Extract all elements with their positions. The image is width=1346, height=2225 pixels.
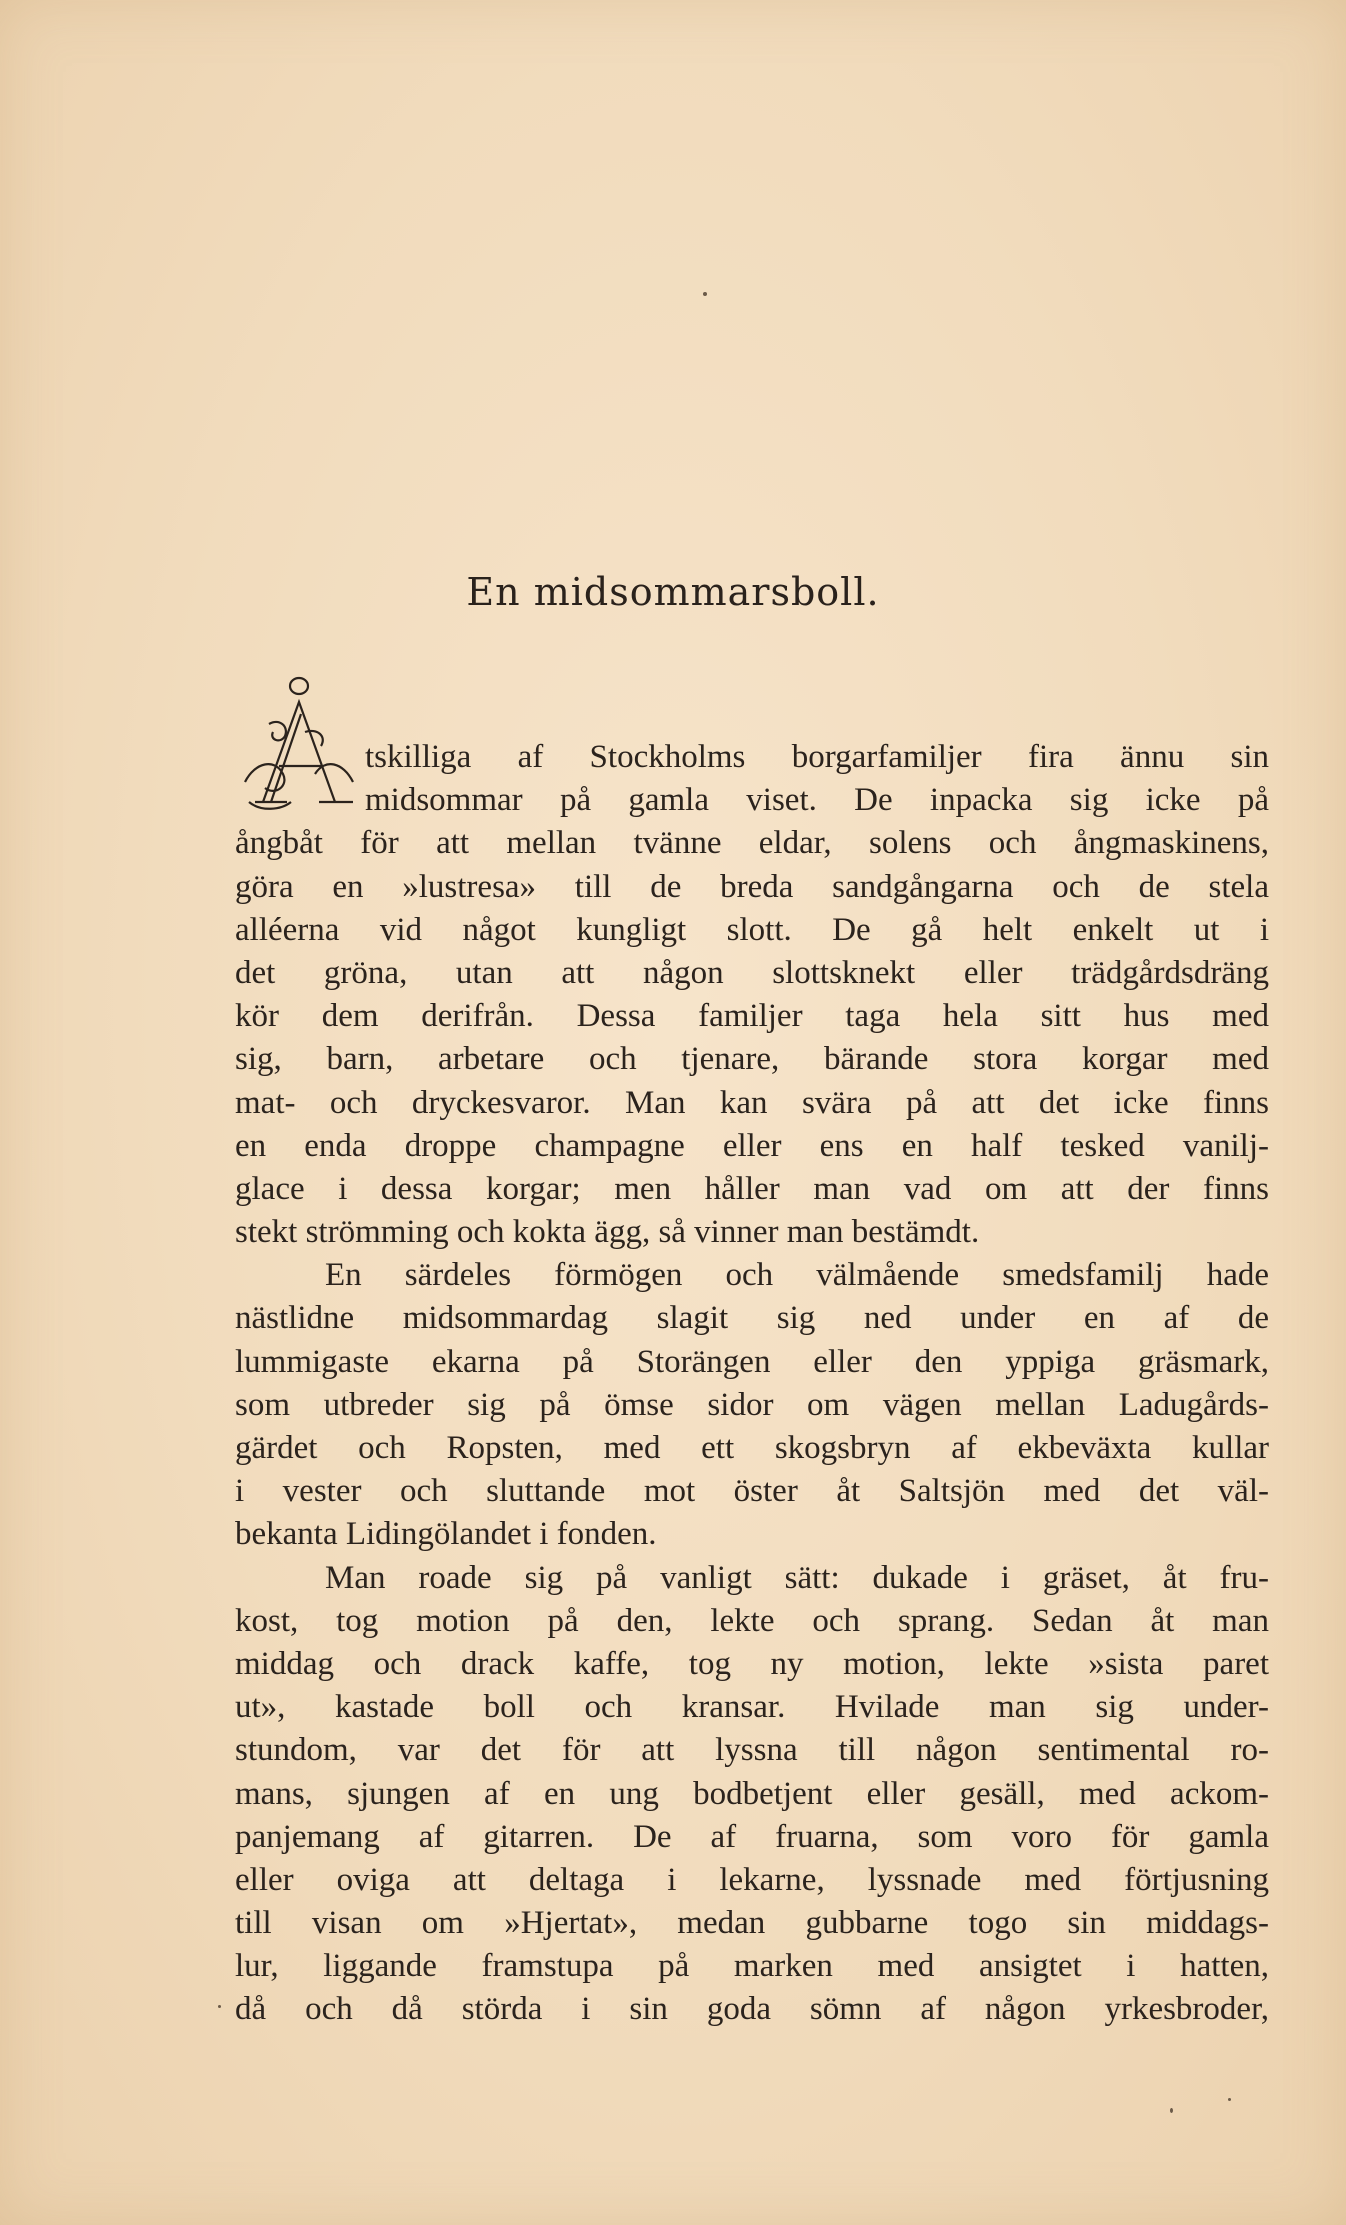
text-line: En särdeles förmögen och välmående smedsfamilj hade [325,1257,1269,1294]
text-line: som utbreder sig på ömse sidor om vägen mellan Ladugårds- [235,1386,1269,1423]
text-line: stundom, var det för att lyssna till någon sentimental ro- [235,1732,1269,1769]
text-line: ångbåt för att mellan tvänne eldar, solens och ångmaskinens, [235,825,1269,862]
text-line: bekanta Lidingölandet i fonden. [235,1516,657,1553]
text-line: eller oviga att deltaga i lekarne, lyssnade med förtjusning [235,1861,1269,1898]
text-line: nästlidne midsommardag slagit sig ned under en af de [235,1300,1269,1337]
paper-speck [703,292,707,296]
text-line: ut», kastade boll och kransar. Hvilade man sig under- [235,1689,1269,1726]
text-line: panjemang af gitarren. De af fruarna, som voro för gamla [235,1818,1269,1855]
text-line: i vester och sluttande mot öster åt Saltsjön med det väl- [235,1473,1269,1510]
text-line: alléerna vid något kungligt slott. De gå helt enkelt ut i [235,911,1269,948]
text-line: mat- och dryckesvaror. Man kan svära på att det icke finns [235,1084,1269,1121]
text-line: kost, tog motion på den, lekte och sprang. Sedan åt man [235,1602,1269,1639]
text-line: göra en »lustresa» till de breda sandgångarna och de stela [235,868,1269,905]
text-line: tskilliga af Stockholms borgarfamiljer fira ännu sin [365,739,1269,775]
text-line: det gröna, utan att någon slottsknekt eller trädgårdsdräng [235,954,1269,991]
text-line: stekt strömming och kokta ägg, så vinner man bestämdt. [235,1214,980,1251]
text-line: då och då störda i sin goda sömn af någon yrkesbroder, [235,1991,1269,2028]
text-line: kör dem derifrån. Dessa familjer taga hela sitt hus med [235,998,1269,1035]
paper-speck [218,2005,221,2008]
text-line: mans, sjungen af en ung bodbetjent eller gesäll, med ackom- [235,1775,1269,1812]
text-line: glace i dessa korgar; men håller man vad om att der finns [235,1170,1269,1207]
text-line: till visan om »Hjertat», medan gubbarne togo sin middags- [235,1905,1269,1942]
text-line: Man roade sig på vanligt sätt: dukade i gräset, åt fru- [325,1559,1269,1596]
text-line: lummigaste ekarna på Storängen eller den yppiga gräsmark, [235,1343,1269,1380]
paper-speck [1170,2108,1173,2113]
text-line: sig, barn, arbetare och tjenare, bärande stora korgar med [235,1041,1269,1078]
text-line: gärdet och Ropsten, med ett skogsbryn af ekbeväxta kullar [235,1430,1269,1466]
text-line: lur, liggande framstupa på marken med ansigtet i hatten, [235,1948,1269,1985]
text-line: midsommar på gamla viset. De inpacka sig icke på [365,782,1269,819]
paper-speck [1228,2098,1231,2101]
text-line: middag och drack kaffe, tog ny motion, lekte »sista paret [235,1645,1269,1682]
body-text [235,736,1269,2032]
text-line: en enda droppe champagne eller ens en half tesked vanilj- [235,1127,1269,1164]
chapter-title: En midsommarsboll. [466,570,880,614]
